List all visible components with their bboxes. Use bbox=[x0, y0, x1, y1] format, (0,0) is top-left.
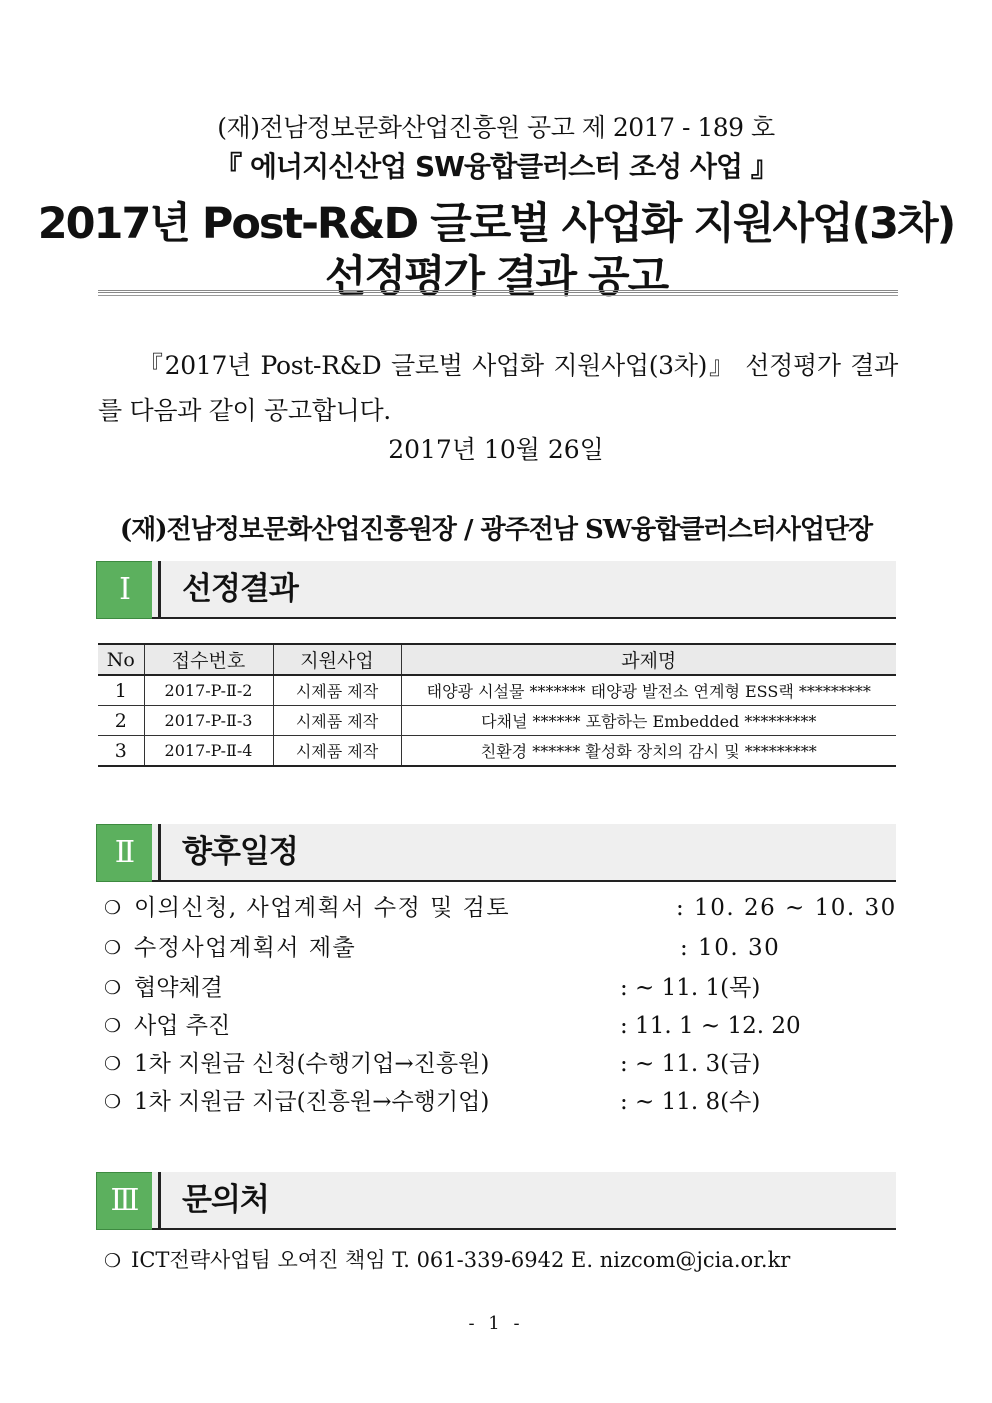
cell-support-program: 시제품 제작 bbox=[273, 736, 401, 767]
title-divider-thin bbox=[98, 295, 898, 296]
schedule-item bbox=[104, 1086, 904, 1118]
table-row bbox=[98, 736, 896, 767]
section-title-bar bbox=[152, 1172, 896, 1230]
section-number-badge: Ⅰ bbox=[96, 561, 154, 619]
schedule-date: : ~ 11. 8(수) bbox=[620, 1089, 761, 1115]
section-title: 문의처 bbox=[182, 1182, 269, 1218]
schedule-label: 사업 추진 bbox=[134, 1013, 231, 1039]
cell-support-program: 시제품 제작 bbox=[273, 706, 401, 736]
schedule-date: : 10. 30 bbox=[680, 935, 781, 961]
cell-receipt-number: 2017-P-Ⅱ-2 bbox=[144, 675, 273, 706]
section-title-bar bbox=[152, 561, 896, 619]
schedule-date: : 11. 1 ~ 12. 20 bbox=[620, 1013, 801, 1039]
circle-bullet-icon: ❍ bbox=[104, 977, 122, 999]
col-header-project-name: 과제명 bbox=[401, 644, 896, 675]
schedule-label: 수정사업계획서 제출 bbox=[134, 935, 357, 961]
intro-paragraph: 『2017년 Post-R&D 글로벌 사업화 지원사업(3차)』 선정평가 결과를 다음과 같이 공고합니다. bbox=[98, 351, 898, 425]
cell-project-name: 다채널 ****** 포함하는 Embedded ********* bbox=[401, 706, 896, 736]
cell-support-program: 시제품 제작 bbox=[273, 675, 401, 706]
cell-receipt-number: 2017-P-Ⅱ-4 bbox=[144, 736, 273, 767]
main-title-line1: 2017년 Post-R&D 글로벌 사업화 지원사업(3차) bbox=[37, 199, 955, 249]
schedule-item bbox=[104, 932, 904, 964]
schedule-date: : ~ 11. 3(금) bbox=[620, 1051, 761, 1077]
cell-no: 3 bbox=[98, 736, 144, 767]
section-number-badge: Ⅱ bbox=[96, 824, 154, 882]
section-title: 향후일정 bbox=[182, 834, 298, 870]
title-divider bbox=[98, 290, 898, 293]
contact-info bbox=[104, 1244, 790, 1276]
circle-bullet-icon: ❍ bbox=[104, 1091, 122, 1113]
page-number: - 1 - bbox=[468, 1313, 524, 1334]
section-header-results bbox=[96, 561, 896, 619]
main-title-line2: 선정평가 결과 공고 bbox=[324, 252, 668, 302]
circle-bullet-icon: ❍ bbox=[104, 1015, 122, 1037]
section-header-schedule bbox=[96, 824, 896, 882]
section-header-contact bbox=[96, 1172, 896, 1230]
section-separator bbox=[158, 824, 161, 882]
table-row bbox=[98, 706, 896, 736]
results-table bbox=[98, 643, 896, 767]
schedule-item bbox=[104, 1048, 904, 1080]
table-row bbox=[98, 675, 896, 706]
section-number-badge: Ⅲ bbox=[96, 1172, 154, 1230]
issuing-organization: (재)전남정보문화산업진흥원장 / 광주전남 SW융합클러스터사업단장 bbox=[119, 515, 873, 545]
circle-bullet-icon: ❍ bbox=[104, 937, 123, 959]
section-separator bbox=[158, 561, 161, 619]
schedule-label: 1차 지원금 지급(진흥원→수행기업) bbox=[134, 1089, 490, 1115]
section-separator bbox=[158, 1172, 161, 1230]
table-header-row bbox=[98, 644, 896, 675]
notice-date: 2017년 10월 26일 bbox=[388, 435, 604, 464]
schedule-label: 협약체결 bbox=[134, 975, 223, 1001]
circle-bullet-icon: ❍ bbox=[104, 1250, 122, 1272]
circle-bullet-icon: ❍ bbox=[104, 1053, 122, 1075]
section-title: 선정결과 bbox=[182, 571, 298, 607]
circle-bullet-icon: ❍ bbox=[104, 897, 123, 919]
cell-project-name: 태양광 시설물 ******* 태양광 발전소 연계형 ESS랙 ********* bbox=[401, 675, 896, 706]
schedule-date: : ~ 11. 1(목) bbox=[620, 975, 761, 1001]
project-title: 『 에너지신산업 SW융합클러스터 조성 사업 』 bbox=[214, 150, 778, 183]
schedule-label: 이의신청, 사업계획서 수정 및 검토 bbox=[134, 895, 511, 921]
schedule-label: 1차 지원금 신청(수행기업→진흥원) bbox=[134, 1051, 490, 1077]
cell-no: 1 bbox=[98, 675, 144, 706]
col-header-receipt-number: 접수번호 bbox=[144, 644, 273, 675]
notice-number: (재)전남정보문화산업진흥원 공고 제 2017 - 189 호 bbox=[217, 113, 775, 142]
schedule-item bbox=[104, 1010, 904, 1042]
contact-text: ICT전략사업팀 오여진 책임 T. 061-339-6942 E. nizcom@jcia.or.kr bbox=[131, 1248, 791, 1272]
cell-receipt-number: 2017-P-Ⅱ-3 bbox=[144, 706, 273, 736]
schedule-item bbox=[104, 892, 904, 924]
section-title-bar bbox=[152, 824, 896, 882]
col-header-support-program: 지원사업 bbox=[273, 644, 401, 675]
cell-project-name: 친환경 ****** 활성화 장치의 감시 및 ********* bbox=[401, 736, 896, 767]
cell-no: 2 bbox=[98, 706, 144, 736]
col-header-no: No bbox=[98, 644, 144, 675]
schedule-item bbox=[104, 972, 904, 1004]
schedule-date: : 10. 26 ~ 10. 30 bbox=[676, 895, 897, 921]
